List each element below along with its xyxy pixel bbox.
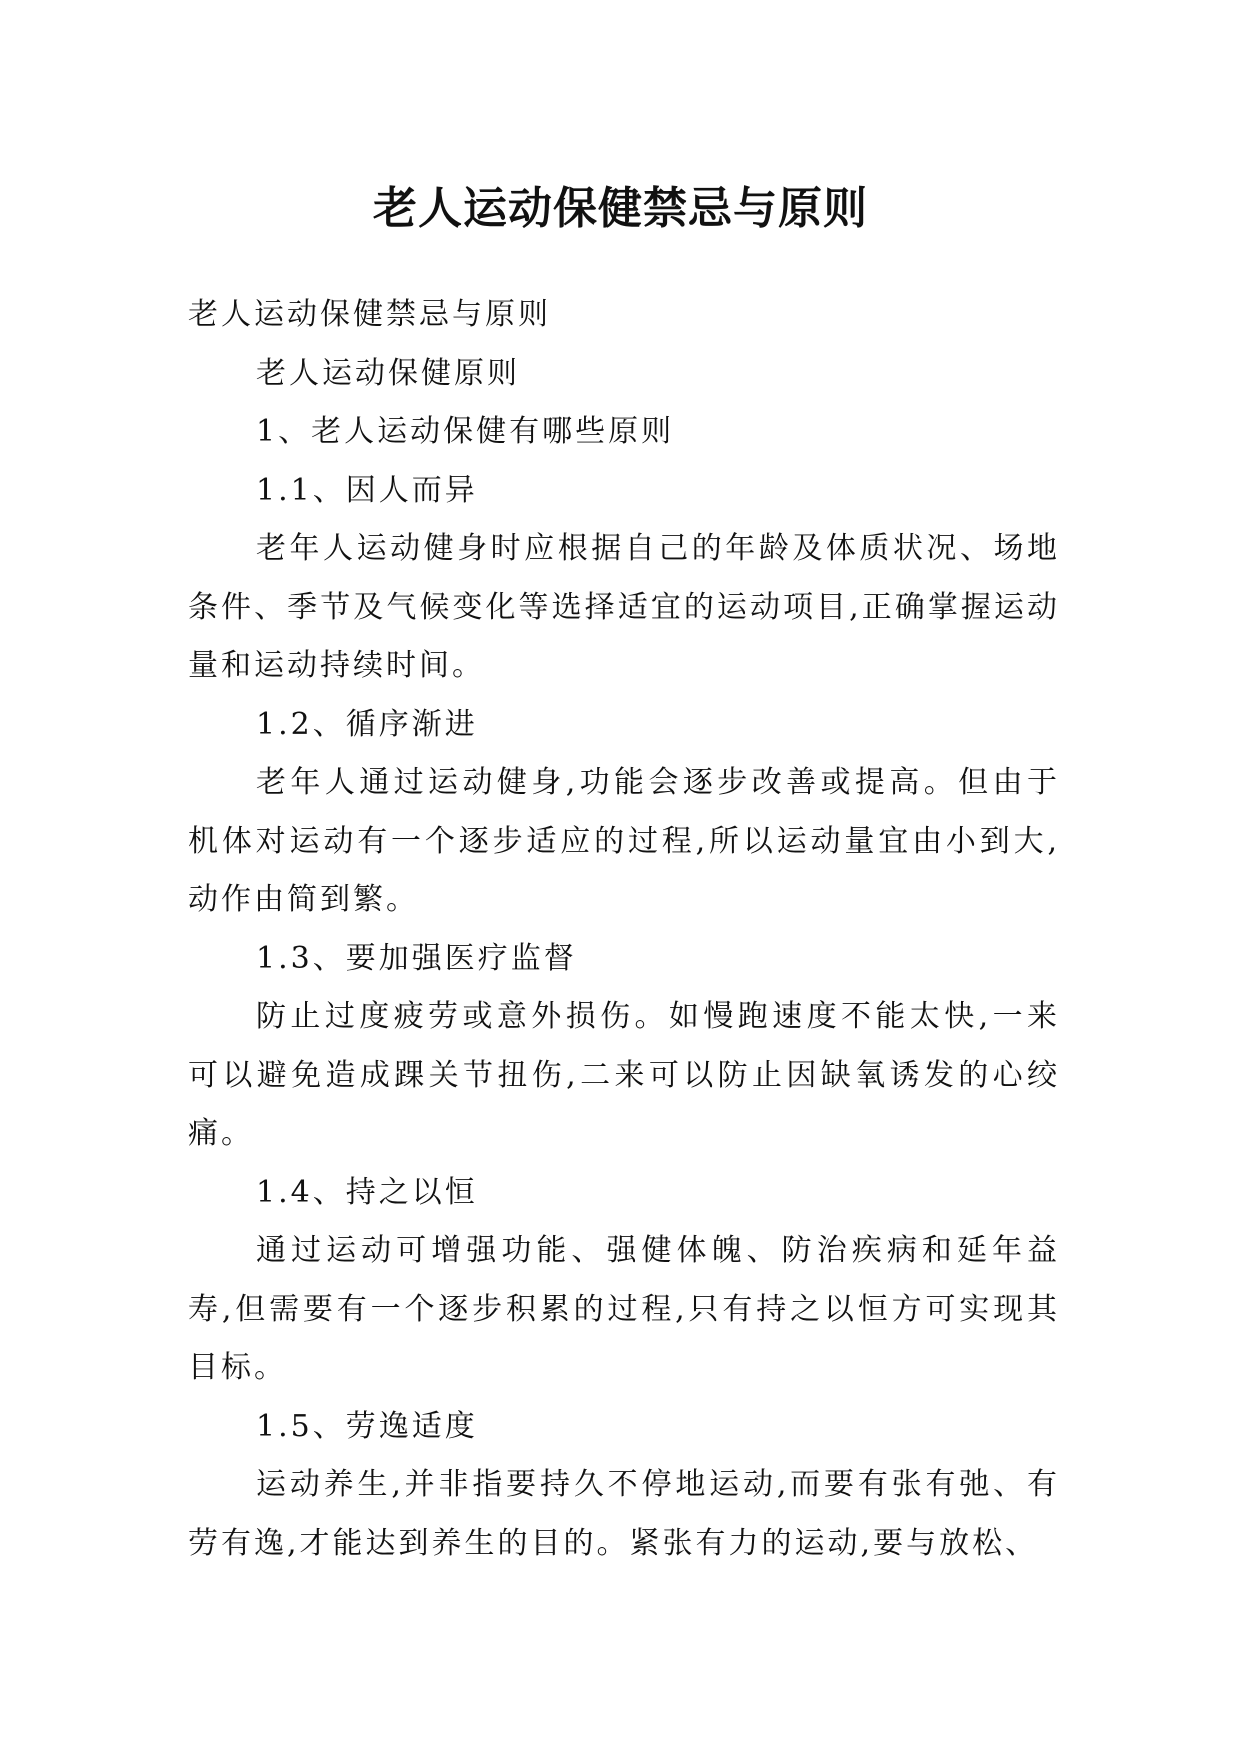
paragraph-1-3: 防止过度疲劳或意外损伤。如慢跑速度不能太快,一来可以避免造成踝关节扭伤,二来可以防止因缺氧诱发的心绞痛。 <box>188 999 1060 1151</box>
section-heading-1-1: 1.1、因人而异 <box>256 472 478 508</box>
section-heading-1-2: 1.2、循序渐进 <box>256 706 478 742</box>
section-heading-1-3: 1.3、要加强医疗监督 <box>256 940 577 976</box>
paragraph-heading: 老人运动保健禁忌与原则 <box>188 297 551 332</box>
paragraph-1-4: 通过运动可增强功能、强健体魄、防治疾病和延年益寿,但需要有一个逐步积累的过程,只有持之以恒方可实现其目标。 <box>188 1233 1060 1385</box>
document-body <box>188 286 1060 1573</box>
paragraph-subheading: 老人运动保健原则 <box>256 355 520 391</box>
section-heading-1: 1、老人运动保健有哪些原则 <box>256 414 675 449</box>
paragraph-1-1: 老年人运动健身时应根据自己的年龄及体质状况、场地条件、季节及气候变化等选择适宜的运动项目,正确掌握运动量和运动持续时间。 <box>188 531 1060 683</box>
document-title: 老人运动保健禁忌与原则 <box>373 183 868 235</box>
paragraph-1-2: 老年人通过运动健身,功能会逐步改善或提高。但由于机体对运动有一个逐步适应的过程,所以运动量宜由小到大,动作由简到繁。 <box>188 765 1060 917</box>
section-heading-1-5: 1.5、劳逸适度 <box>256 1408 478 1444</box>
section-heading-1-4: 1.4、持之以恒 <box>256 1174 478 1210</box>
paragraph-1-5: 运动养生,并非指要持久不停地运动,而要有张有弛、有劳有逸,才能达到养生的目的。紧张有力的运动,要与放松、 <box>188 1467 1060 1561</box>
